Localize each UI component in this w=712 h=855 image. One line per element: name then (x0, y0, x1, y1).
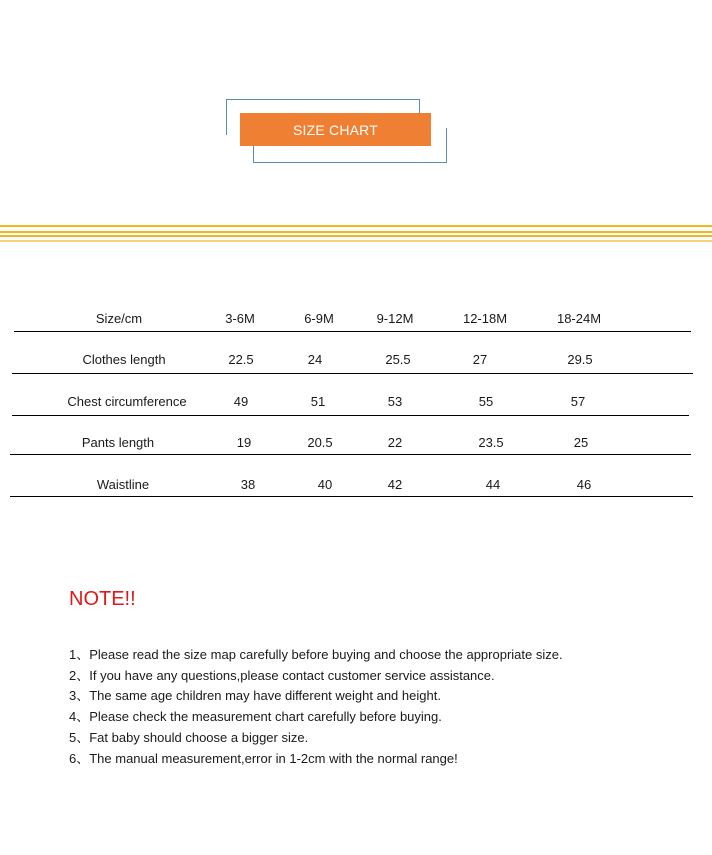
table-cell: Pants length (81, 435, 155, 450)
table-divider (10, 496, 693, 497)
note-number: 5、 (69, 730, 90, 745)
list-item (69, 727, 308, 746)
list-item (69, 748, 458, 767)
table-cell: 49 (233, 394, 249, 409)
table-header-cell: Size/cm (95, 311, 143, 326)
note-text: The manual measurement,error in 1-2cm with the normal range! (89, 751, 458, 766)
table-cell: 38 (240, 477, 256, 492)
table-cell: 40 (317, 477, 333, 492)
table-cell: 55 (478, 394, 494, 409)
table-cell: 20.5 (307, 435, 333, 450)
table-cell: 57 (570, 394, 586, 409)
table-cell: 44 (485, 477, 501, 492)
note-text: Please check the measurement chart carefully before buying. (89, 709, 442, 724)
table-cell: 51 (310, 394, 326, 409)
table-cell: 29.5 (567, 352, 593, 367)
table-divider (10, 454, 691, 455)
note-text: Please read the size map carefully before buying and choose the appropriate size. (89, 647, 563, 662)
note-number: 3、 (69, 688, 90, 703)
list-item (69, 685, 441, 704)
table-cell: 22.5 (228, 352, 254, 367)
table-cell: 19 (236, 435, 252, 450)
table-divider (12, 373, 693, 374)
table-divider (14, 331, 691, 332)
note-number: 1、 (69, 647, 90, 662)
table-cell: 25 (573, 435, 589, 450)
table-cell: 53 (387, 394, 403, 409)
list-item (69, 706, 442, 725)
list-item (69, 665, 495, 684)
table-cell: 23.5 (478, 435, 504, 450)
note-number: 4、 (69, 709, 90, 724)
list-item (69, 644, 563, 663)
table-header-cell: 9-12M (376, 311, 414, 326)
table-cell: 24 (307, 352, 323, 367)
table-cell: 27 (472, 352, 488, 367)
note-text: The same age children may have different weight and height. (89, 688, 441, 703)
size-chart-title: SIZE CHART (240, 113, 431, 146)
note-title: NOTE!! (69, 588, 136, 610)
table-cell: Chest circumference (67, 394, 187, 409)
table-header-cell: 18-24M (556, 311, 602, 326)
note-number: 6、 (69, 751, 90, 766)
table-header-cell: 6-9M (304, 311, 334, 326)
table-cell: Waistline (96, 477, 150, 492)
table-cell: 22 (387, 435, 403, 450)
table-divider (12, 415, 689, 416)
note-text: Fat baby should choose a bigger size. (89, 730, 309, 745)
table-cell: 46 (576, 477, 592, 492)
table-cell: 25.5 (385, 352, 411, 367)
table-cell: 42 (387, 477, 403, 492)
table-cell: Clothes length (82, 352, 166, 367)
table-header-cell: 3-6M (225, 311, 255, 326)
table-header-cell: 12-18M (462, 311, 508, 326)
note-number: 2、 (69, 668, 90, 683)
note-text: If you have any questions,please contact customer service assistance. (89, 668, 495, 683)
